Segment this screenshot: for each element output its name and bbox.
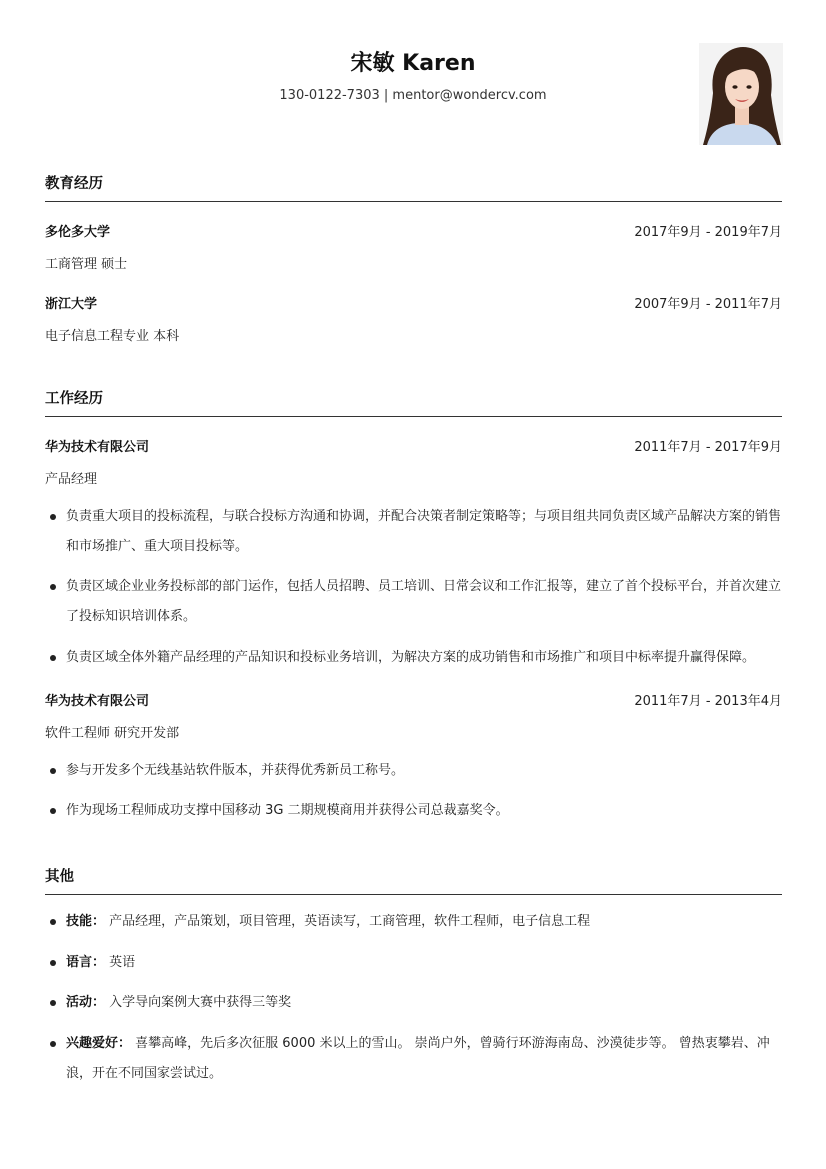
bullet-dot-icon: [50, 584, 56, 590]
section-divider: [45, 201, 782, 202]
other-item-text: 产品经理，产品策划，项目管理，英语读写，工商管理，软件工程师，电子信息工程: [109, 914, 591, 929]
work-bullet: [45, 643, 782, 673]
bullet-dot-icon: [50, 808, 56, 814]
section-title-work: 工作经历: [45, 391, 103, 407]
other-item-content: [66, 948, 782, 978]
candidate-name: 宋敏 Karen: [350, 51, 476, 76]
bullet-text: 参与开发多个无线基站软件版本，并获得优秀新员工称号。: [66, 763, 405, 778]
work-bullet: [45, 502, 782, 562]
bullet-text: 负责区域全体外籍产品经理的产品知识和投标业务培训，为解决方案的成功销售和市场推广和项目中标率提升赢得保障。: [66, 650, 756, 665]
other-item-text: 喜攀高峰，先后多次征服 6000 米以上的雪山。 崇尚户外，曾骑行环游海南岛、沙漠徒步等。 曾热衷攀岩、冲浪，开在不同国家尝试过。: [66, 1036, 770, 1081]
bullet-dot-icon: [50, 1041, 56, 1047]
bullet-dot-icon: [50, 514, 56, 520]
portrait-illustration: [699, 43, 783, 145]
contact-line: 130-0122-7303 | mentor@wondercv.com: [279, 88, 547, 103]
bullet-dot-icon: [50, 919, 56, 925]
section-title-other: 其他: [45, 869, 74, 885]
education-date: 2007年9月 - 2011年7月: [634, 297, 782, 312]
other-item-content: [66, 1029, 782, 1089]
work-date: 2011年7月 - 2017年9月: [634, 440, 782, 455]
other-item-text: 英语: [109, 955, 136, 970]
education-detail: 电子信息工程专业 本科: [45, 329, 180, 344]
school-name: 浙江大学: [45, 297, 98, 312]
job-role: 软件工程师 研究开发部: [45, 726, 180, 741]
education-detail: 工商管理 硕士: [45, 257, 128, 272]
job-role: 产品经理: [45, 472, 98, 487]
other-item-content: [66, 907, 782, 937]
bullet-text: 负责区域企业业务投标部的部门运作，包括人员招聘、员工培训、日常会议和工作汇报等，建立了首个投标平台，并首次建立了投标知识培训体系。: [66, 579, 782, 624]
other-item-activities: [45, 988, 782, 1018]
bullet-dot-icon: [50, 655, 56, 661]
school-name: 多伦多大学: [45, 225, 111, 240]
section-divider: [45, 894, 782, 895]
other-item-text: 入学导向案例大赛中获得三等奖: [109, 995, 292, 1010]
other-item-content: [66, 988, 782, 1018]
profile-photo: [699, 43, 783, 145]
work-bullet: [45, 756, 782, 786]
bullet-dot-icon: [50, 768, 56, 774]
other-item-hobbies: [45, 1029, 782, 1089]
other-item-label: 兴趣爱好：: [66, 1036, 132, 1051]
company-name: 华为技术有限公司: [45, 440, 150, 455]
education-date: 2017年9月 - 2019年7月: [634, 225, 782, 240]
bullet-text: 作为现场工程师成功支撑中国移动 3G 二期规模商用并获得公司总裁嘉奖令。: [66, 803, 509, 818]
bullet-dot-icon: [50, 960, 56, 966]
work-date: 2011年7月 - 2013年4月: [634, 694, 782, 709]
bullet-text: 负责重大项目的投标流程，与联合投标方沟通和协调，并配合决策者制定策略等；与项目组共同负责区域产品解决方案的销售和市场推广、重大项目投标等。: [66, 509, 782, 554]
other-item-label: 技能：: [66, 914, 106, 929]
other-item-label: 语言：: [66, 955, 106, 970]
work-bullet: [45, 796, 782, 826]
company-name: 华为技术有限公司: [45, 694, 150, 709]
section-title-education: 教育经历: [45, 176, 103, 192]
bullet-dot-icon: [50, 1000, 56, 1006]
other-item-skills: [45, 907, 782, 937]
other-item-label: 活动：: [66, 995, 106, 1010]
other-item-language: [45, 948, 782, 978]
work-bullet: [45, 572, 782, 632]
section-divider: [45, 416, 782, 417]
